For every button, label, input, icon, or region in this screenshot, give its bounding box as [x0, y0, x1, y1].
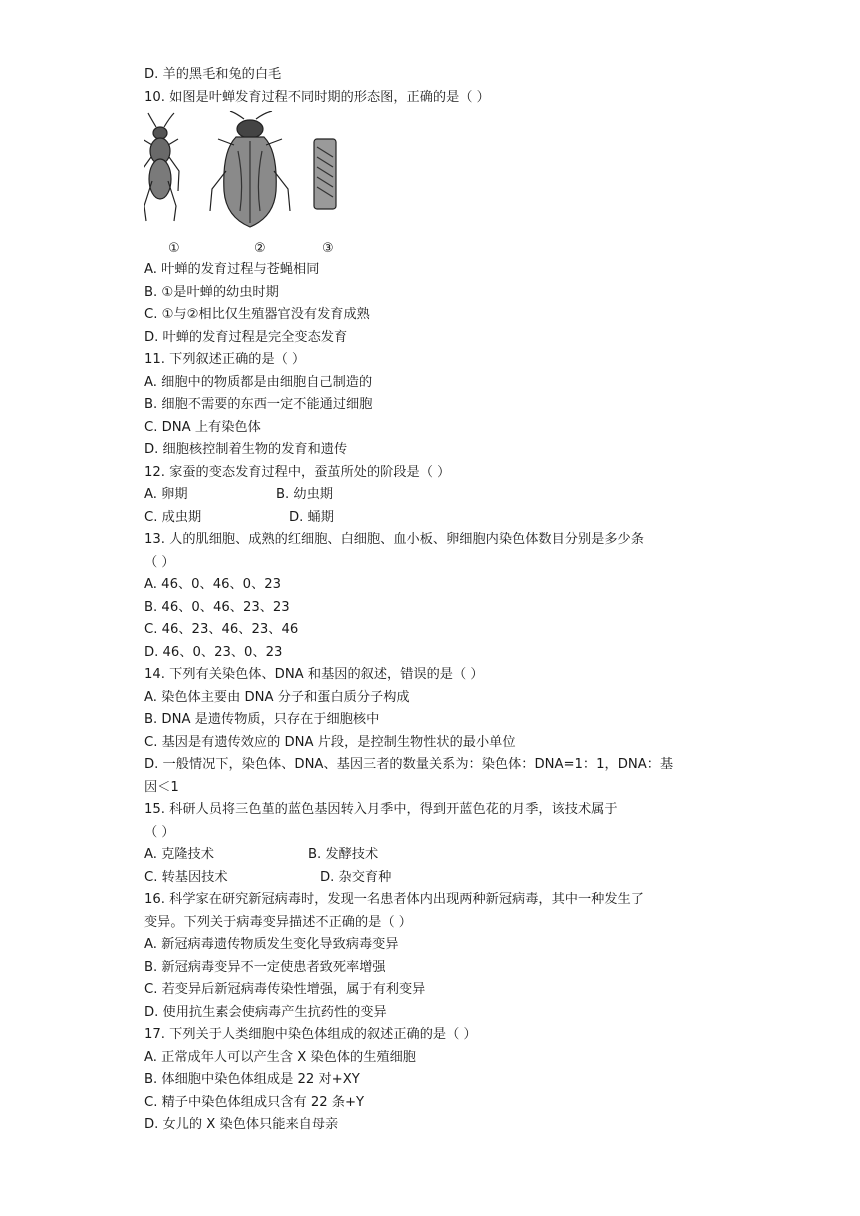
q10-option-b: B. ①是叶蝉的幼虫时期 — [144, 284, 279, 300]
q15-stem: 15. 科研人员将三色堇的蓝色基因转入月季中，得到开蓝色花的月季，该技术属于 — [144, 802, 618, 817]
q12-option-c: C. 成虫期 — [144, 509, 202, 525]
q13-option-d: D. 46、0、23、0、23 — [144, 644, 283, 660]
q14-option-d: D. 一般情况下，染色体、DNA、基因三者的数量关系为：染色体：DNA=1：1，DNA：基 — [144, 757, 674, 772]
q11-option-d: D. 细胞核控制着生物的发育和遗传 — [144, 442, 348, 457]
q11-option-b: B. 细胞不需要的东西一定不能通过细胞 — [144, 397, 373, 412]
q13-option-c: C. 46、23、46、23、46 — [144, 622, 299, 637]
q12-option-a: A. 卵期 — [144, 487, 188, 502]
q16-option-d: D. 使用抗生素会使病毒产生抗药性的变异 — [144, 1004, 387, 1020]
q14-option-a: A. 染色体主要由 DNA 分子和蛋白质分子构成 — [144, 689, 410, 705]
q14-option-d-cont: 因＜1 — [144, 779, 179, 795]
q11-stem: 11. 下列叙述正确的是（ ） — [144, 352, 306, 367]
q12-stem: 12. 家蚕的变态发育过程中，蚕茧所处的阶段是（ ） — [144, 464, 451, 480]
q9-option-d: D. 羊的黑毛和兔的白毛 — [144, 67, 282, 82]
exam-page — [144, 64, 724, 1137]
q17-option-a: A. 正常成年人可以产生含 X 染色体的生殖细胞 — [144, 1049, 416, 1065]
q16-stem-cont: 变异。下列关于病毒变异描述不正确的是（ ） — [144, 914, 412, 930]
q15-option-d: D. 杂交育种 — [320, 869, 392, 885]
q17-option-d: D. 女儿的 X 染色体只能来自母亲 — [144, 1117, 339, 1132]
q10-stem: 10. 如图是叶蝉发育过程不同时期的形态图，正确的是（ ） — [144, 89, 490, 105]
q15-option-a: A. 克隆技术 — [144, 847, 214, 862]
q15-option-c: C. 转基因技术 — [144, 869, 228, 885]
q16-option-b: B. 新冠病毒变异不一定使患者致死率增强 — [144, 959, 386, 975]
leafhopper-illustration — [144, 111, 364, 241]
q10-option-d: D. 叶蝉的发育过程是完全变态发育 — [144, 329, 348, 345]
leafhopper-figure — [144, 111, 724, 259]
q14-option-b: B. DNA 是遗传物质，只存在于细胞核中 — [144, 712, 380, 727]
q12-option-b: B. 幼虫期 — [276, 487, 333, 502]
q12-options-row-2 — [144, 507, 724, 530]
q10-option-c: C. ①与②相比仅生殖器官没有发育成熟 — [144, 307, 370, 322]
nymph-drawing — [144, 113, 179, 221]
q13-stem-cont: （ ） — [144, 554, 175, 570]
q12-option-d: D. 蛹期 — [289, 509, 334, 525]
egg-drawing — [314, 139, 336, 209]
q16-stem: 16. 科学家在研究新冠病毒时，发现一名患者体内出现两种新冠病毒，其中一种发生了 — [144, 892, 644, 907]
figure-label-2: ② — [254, 241, 266, 256]
q16-option-c: C. 若变异后新冠病毒传染性增强，属于有利变异 — [144, 982, 426, 997]
q12-options-row-1 — [144, 484, 724, 507]
q15-stem-cont: （ ） — [144, 824, 175, 840]
q17-option-c: C. 精子中染色体组成只含有 22 条+Y — [144, 1094, 365, 1110]
q11-option-c: C. DNA 上有染色体 — [144, 419, 261, 435]
q11-option-a: A. 细胞中的物质都是由细胞自己制造的 — [144, 374, 373, 390]
q14-stem: 14. 下列有关染色体、DNA 和基因的叙述，错误的是（ ） — [144, 667, 484, 682]
q14-option-c: C. 基因是有遗传效应的 DNA 片段，是控制生物性状的最小单位 — [144, 734, 516, 750]
q17-option-b: B. 体细胞中染色体组成是 22 对+XY — [144, 1072, 360, 1087]
adult-drawing — [210, 111, 290, 227]
q13-option-a: A. 46、0、46、0、23 — [144, 577, 282, 592]
q15-options-row-1 — [144, 844, 724, 867]
figure-label-1: ① — [168, 241, 180, 256]
q13-stem: 13. 人的肌细胞、成熟的红细胞、白细胞、血小板、卵细胞内染色体数目分别是多少条 — [144, 532, 644, 547]
q15-options-row-2 — [144, 867, 724, 890]
q17-stem: 17. 下列关于人类细胞中染色体组成的叙述正确的是（ ） — [144, 1027, 477, 1042]
q10-option-a: A. 叶蝉的发育过程与苍蝇相同 — [144, 262, 320, 277]
q16-option-a: A. 新冠病毒遗传物质发生变化导致病毒变异 — [144, 937, 399, 952]
figure-label-3: ③ — [322, 241, 334, 256]
q13-option-b: B. 46、0、46、23、23 — [144, 599, 290, 615]
q15-option-b: B. 发酵技术 — [308, 847, 379, 862]
